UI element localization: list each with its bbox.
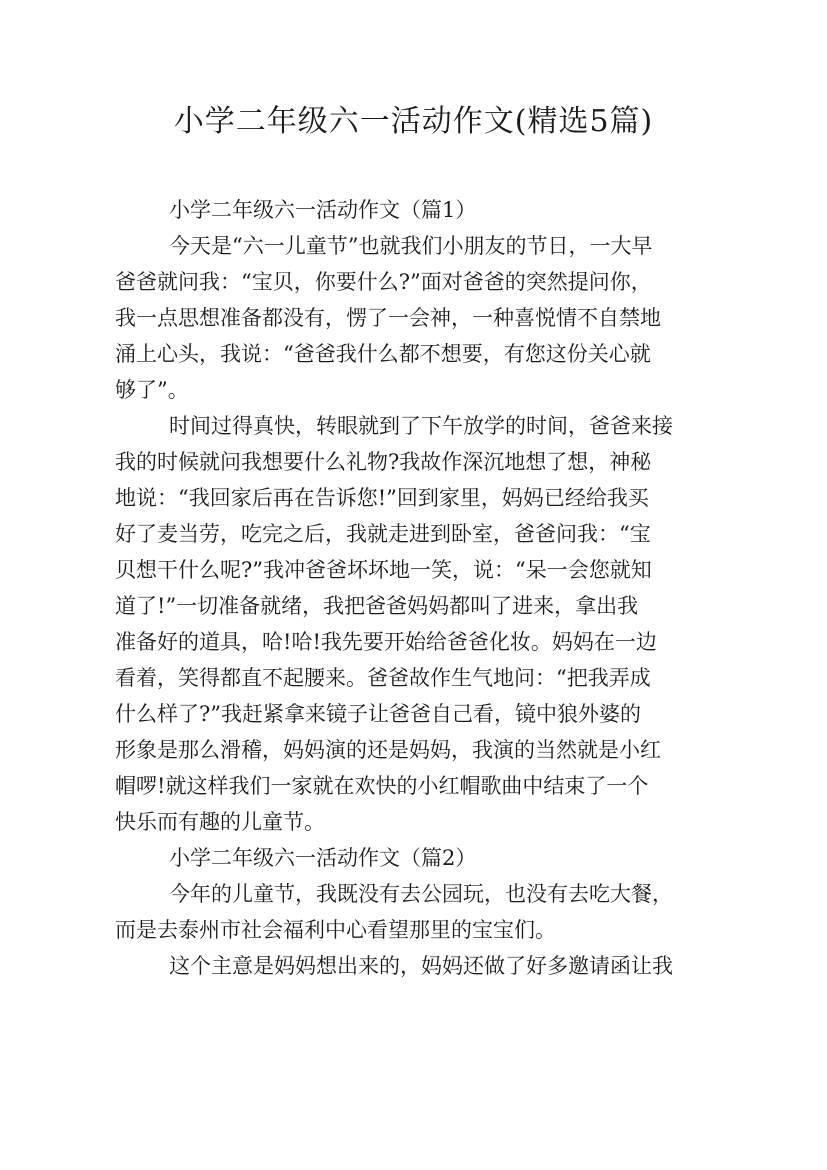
text-line: 什么样了?”我赶紧拿来镜子让爸爸自己看，镜中狼外婆的 [115,702,641,726]
text-line: 地说：“我回家后再在告诉您!”回到家里，妈妈已经给我买 [115,486,649,510]
text-line: 准备好的道具，哈!哈!我先要开始给爸爸化妆。妈妈在一边 [115,630,657,654]
paragraph [115,876,715,948]
section-heading: 小学二年级六一活动作文（篇2） [169,846,477,870]
text-line: 时间过得真快，转眼就到了下午放学的时间，爸爸来接 [169,414,673,438]
text-line: 今年的儿童节，我既没有去公园玩，也没有去吃大餐， [169,882,673,906]
text-line: 而是去泰州市社会福利中心看望那里的宝宝们。 [115,918,556,942]
text-line: 帽啰!就这样我们一家就在欢快的小红帽歌曲中结束了一个 [115,774,649,798]
text-line: 形象是那么滑稽，妈妈演的还是妈妈，我演的当然就是小红 [115,738,661,762]
document-body [115,192,715,984]
paragraph [115,408,715,840]
text-line: 今天是“六一儿童节”也就我们小朋友的节日，一大早 [169,234,653,258]
text-line: 爸爸就问我：“宝贝，你要什么?”面对爸爸的突然提问你， [115,270,652,294]
text-line: 看着，笑得都直不起腰来。爸爸故作生气地问：“把我弄成 [115,666,651,690]
text-line: 我一点思想准备都没有，愣了一会神，一种喜悦情不自禁地 [115,306,661,330]
paragraph [115,948,715,984]
text-line: 道了!”一切准备就绪，我把爸爸妈妈都叫了进来，拿出我 [115,594,639,618]
text-line: 涌上心头，我说：“爸爸我什么都不想要，有您这份关心就 [115,342,651,366]
paragraph [115,228,715,408]
text-line: 贝想干什么呢?”我冲爸爸坏坏地一笑，说：“呆一会您就知 [115,558,652,582]
document-title: 小学二年级六一活动作文(精选5篇) [173,104,654,139]
text-line: 这个主意是妈妈想出来的，妈妈还做了好多邀请函让我 [169,954,673,978]
text-line: 好了麦当劳，吃完之后，我就走进到卧室，爸爸问我：“宝 [115,522,651,546]
text-line: 快乐而有趣的儿童节。 [115,810,325,834]
section-heading: 小学二年级六一活动作文（篇1） [169,198,477,222]
text-line: 够了”。 [115,378,189,402]
text-line: 我的时候就问我想要什么礼物?我故作深沉地想了想，神秘 [115,450,652,474]
